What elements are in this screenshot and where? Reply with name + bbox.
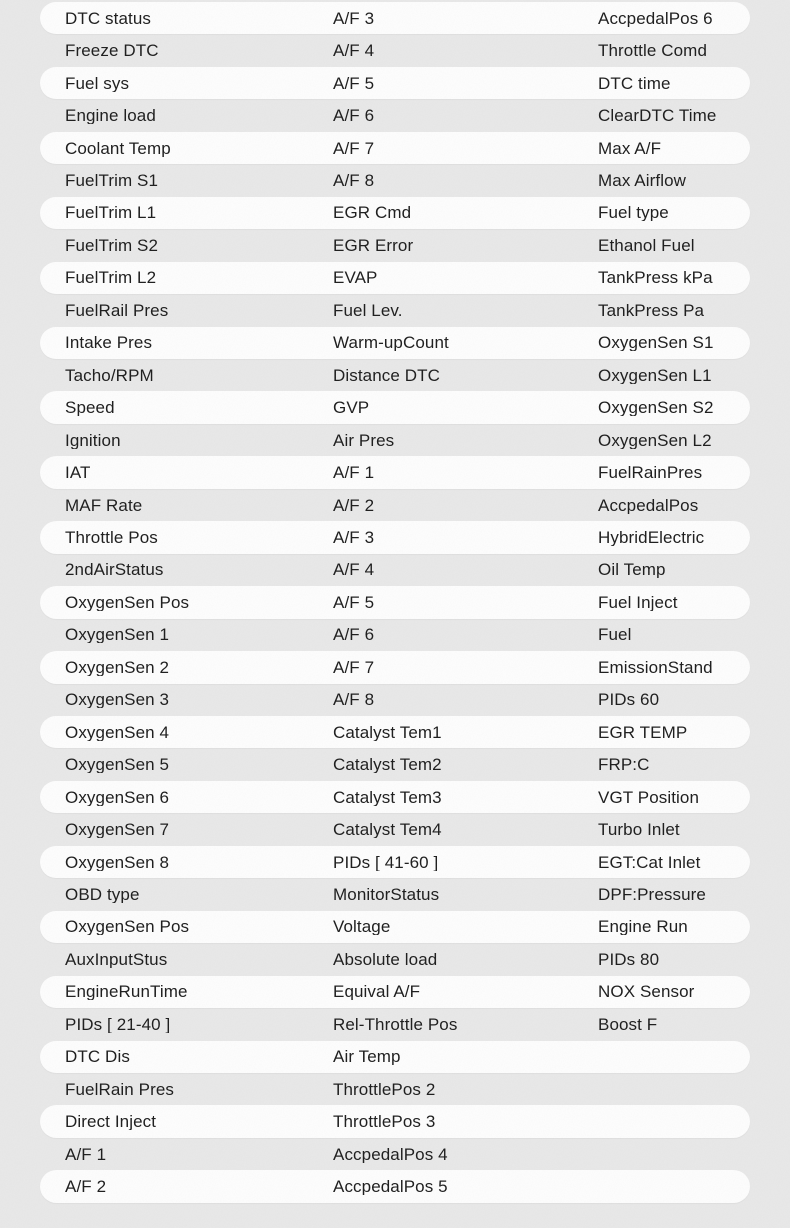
pid-label: A/F 6 — [333, 626, 375, 644]
pid-row — [40, 294, 750, 326]
pid-label: Engine load — [65, 107, 156, 125]
pid-label: OxygenSen L1 — [598, 366, 712, 384]
pid-label: AccpedalPos 6 — [598, 9, 713, 27]
pid-label: MonitorStatus — [333, 885, 440, 903]
pid-label: AccpedalPos — [598, 496, 699, 514]
pid-row — [40, 1138, 750, 1170]
pid-row — [40, 229, 750, 261]
pid-label: A/F 6 — [333, 107, 375, 125]
pid-label: FuelTrim L1 — [65, 204, 157, 222]
pid-label: PIDs [ 41-60 ] — [333, 853, 439, 871]
pid-row — [40, 2, 750, 34]
pid-label: ThrottlePos 3 — [333, 1113, 436, 1131]
pid-row — [40, 943, 750, 975]
pid-label: GVP — [333, 399, 370, 417]
pid-label: Fuel Inject — [598, 593, 678, 611]
pid-label: Turbo Inlet — [598, 821, 680, 839]
pid-label: Catalyst Tem2 — [333, 756, 442, 774]
pid-label: EGT:Cat Inlet — [598, 853, 701, 871]
pid-label: TankPress kPa — [598, 269, 713, 287]
pid-label: MAF Rate — [65, 496, 143, 514]
pid-row — [40, 878, 750, 910]
pid-label: Voltage — [333, 918, 391, 936]
pid-label: VGT Position — [598, 788, 700, 806]
pid-label: A/F 4 — [333, 561, 375, 579]
pid-label: OxygenSen 7 — [65, 821, 170, 839]
pid-label: Fuel — [598, 626, 632, 644]
pid-row — [40, 1105, 750, 1137]
pid-label: Fuel Lev. — [333, 301, 403, 319]
pid-label: Fuel sys — [65, 74, 130, 92]
pid-row — [40, 99, 750, 131]
pid-label: Oil Temp — [598, 561, 666, 579]
pid-label: EGR Cmd — [333, 204, 412, 222]
pid-label: A/F 7 — [333, 139, 375, 157]
pid-label: ClearDTC Time — [598, 107, 717, 125]
pid-label: PIDs [ 21-40 ] — [65, 1015, 171, 1033]
pid-row — [40, 911, 750, 943]
pid-label: FuelTrim S1 — [65, 171, 159, 189]
pid-row — [40, 1008, 750, 1040]
pid-label: OxygenSen S2 — [598, 399, 714, 417]
pid-label: EVAP — [333, 269, 378, 287]
pid-label: OxygenSen 1 — [65, 626, 170, 644]
pid-label: A/F 4 — [333, 42, 375, 60]
pid-row — [40, 554, 750, 586]
pid-row — [40, 1170, 750, 1202]
pid-row — [40, 489, 750, 521]
pid-label: EngineRunTime — [65, 983, 188, 1001]
pid-label: DPF:Pressure — [598, 885, 706, 903]
pid-label: OxygenSen Pos — [65, 918, 190, 936]
pid-label: A/F 8 — [333, 171, 375, 189]
pid-label: A/F 5 — [333, 593, 375, 611]
pid-label: OxygenSen Pos — [65, 593, 190, 611]
pid-list — [40, 2, 750, 1203]
pid-label: EmissionStand — [598, 658, 713, 676]
pid-label: Throttle Comd — [598, 42, 708, 60]
pid-row — [40, 1041, 750, 1073]
pid-label: OxygenSen 2 — [65, 658, 170, 676]
pid-label: A/F 2 — [333, 496, 375, 514]
pid-label: Engine Run — [598, 918, 688, 936]
pid-label: Max A/F — [598, 139, 662, 157]
pid-label: A/F 5 — [333, 74, 375, 92]
pid-label: Ignition — [65, 431, 121, 449]
pid-row — [40, 684, 750, 716]
pid-label: OxygenSen L2 — [598, 431, 712, 449]
pid-label: OxygenSen 6 — [65, 788, 170, 806]
pid-label: DTC Dis — [65, 1048, 130, 1066]
pid-label: A/F 2 — [65, 1178, 107, 1196]
pid-label: Tacho/RPM — [65, 366, 154, 384]
pid-label: AccpedalPos 4 — [333, 1145, 448, 1163]
pid-label: Fuel type — [598, 204, 669, 222]
pid-label: A/F 1 — [65, 1145, 107, 1163]
pid-label: Absolute load — [333, 950, 438, 968]
pid-label: A/F 3 — [333, 9, 375, 27]
pid-row — [40, 976, 750, 1008]
pid-row — [40, 813, 750, 845]
pid-row — [40, 456, 750, 488]
pid-label: DTC time — [598, 74, 671, 92]
pid-label: Coolant Temp — [65, 139, 171, 157]
pid-label: OBD type — [65, 885, 140, 903]
pid-label: Rel-Throttle Pos — [333, 1015, 458, 1033]
pid-row — [40, 586, 750, 618]
pid-label: OxygenSen 5 — [65, 756, 170, 774]
pid-label: OxygenSen 8 — [65, 853, 170, 871]
pid-label: Intake Pres — [65, 334, 153, 352]
pid-label: Catalyst Tem1 — [333, 723, 442, 741]
pid-label: Air Temp — [333, 1048, 401, 1066]
pid-label: Freeze DTC — [65, 42, 159, 60]
pid-label: A/F 7 — [333, 658, 375, 676]
pid-label: Speed — [65, 399, 115, 417]
pid-row — [40, 619, 750, 651]
pid-label: FuelRain Pres — [65, 1080, 175, 1098]
pid-label: Throttle Pos — [65, 528, 158, 546]
pid-label: A/F 8 — [333, 691, 375, 709]
pid-row — [40, 262, 750, 294]
pid-row — [40, 34, 750, 66]
pid-label: AccpedalPos 5 — [333, 1178, 448, 1196]
pid-label: OxygenSen S1 — [598, 334, 714, 352]
pid-label: FuelTrim L2 — [65, 269, 157, 287]
pid-label: TankPress Pa — [598, 301, 705, 319]
pid-row — [40, 846, 750, 878]
pid-row — [40, 748, 750, 780]
pid-label: OxygenSen 4 — [65, 723, 170, 741]
pid-row — [40, 197, 750, 229]
pid-row — [40, 67, 750, 99]
pid-label: Catalyst Tem4 — [333, 821, 442, 839]
pid-label: PIDs 80 — [598, 950, 660, 968]
pid-row — [40, 424, 750, 456]
pid-label: A/F 3 — [333, 528, 375, 546]
pid-label: OxygenSen 3 — [65, 691, 170, 709]
pid-label: A/F 1 — [333, 464, 375, 482]
pid-label: FuelRainPres — [598, 464, 703, 482]
pid-row — [40, 651, 750, 683]
pid-row — [40, 521, 750, 553]
pid-row — [40, 327, 750, 359]
pid-label: IAT — [65, 464, 91, 482]
pid-label: Catalyst Tem3 — [333, 788, 442, 806]
pid-label: EGR Error — [333, 236, 414, 254]
pid-label: 2ndAirStatus — [65, 561, 164, 579]
pid-row — [40, 781, 750, 813]
pid-label: DTC status — [65, 9, 152, 27]
pid-label: FuelTrim S2 — [65, 236, 159, 254]
pid-row — [40, 716, 750, 748]
pid-label: FRP:C — [598, 756, 650, 774]
pid-label: HybridElectric — [598, 528, 705, 546]
pid-label: Distance DTC — [333, 366, 441, 384]
pid-row — [40, 391, 750, 423]
pid-row — [40, 164, 750, 196]
pid-row — [40, 132, 750, 164]
pid-label: Max Airflow — [598, 171, 687, 189]
pid-label: Warm-upCount — [333, 334, 449, 352]
pid-label: Air Pres — [333, 431, 395, 449]
pid-label: FuelRail Pres — [65, 301, 169, 319]
pid-label: AuxInputStus — [65, 950, 168, 968]
pid-label: Direct Inject — [65, 1113, 157, 1131]
pid-label: Boost F — [598, 1015, 658, 1033]
pid-label: Ethanol Fuel — [598, 236, 695, 254]
pid-label: Equival A/F — [333, 983, 421, 1001]
pid-row — [40, 1073, 750, 1105]
pid-label: NOX Sensor — [598, 983, 695, 1001]
pid-row — [40, 359, 750, 391]
pid-label: ThrottlePos 2 — [333, 1080, 436, 1098]
pid-label: EGR TEMP — [598, 723, 688, 741]
pid-label: PIDs 60 — [598, 691, 660, 709]
